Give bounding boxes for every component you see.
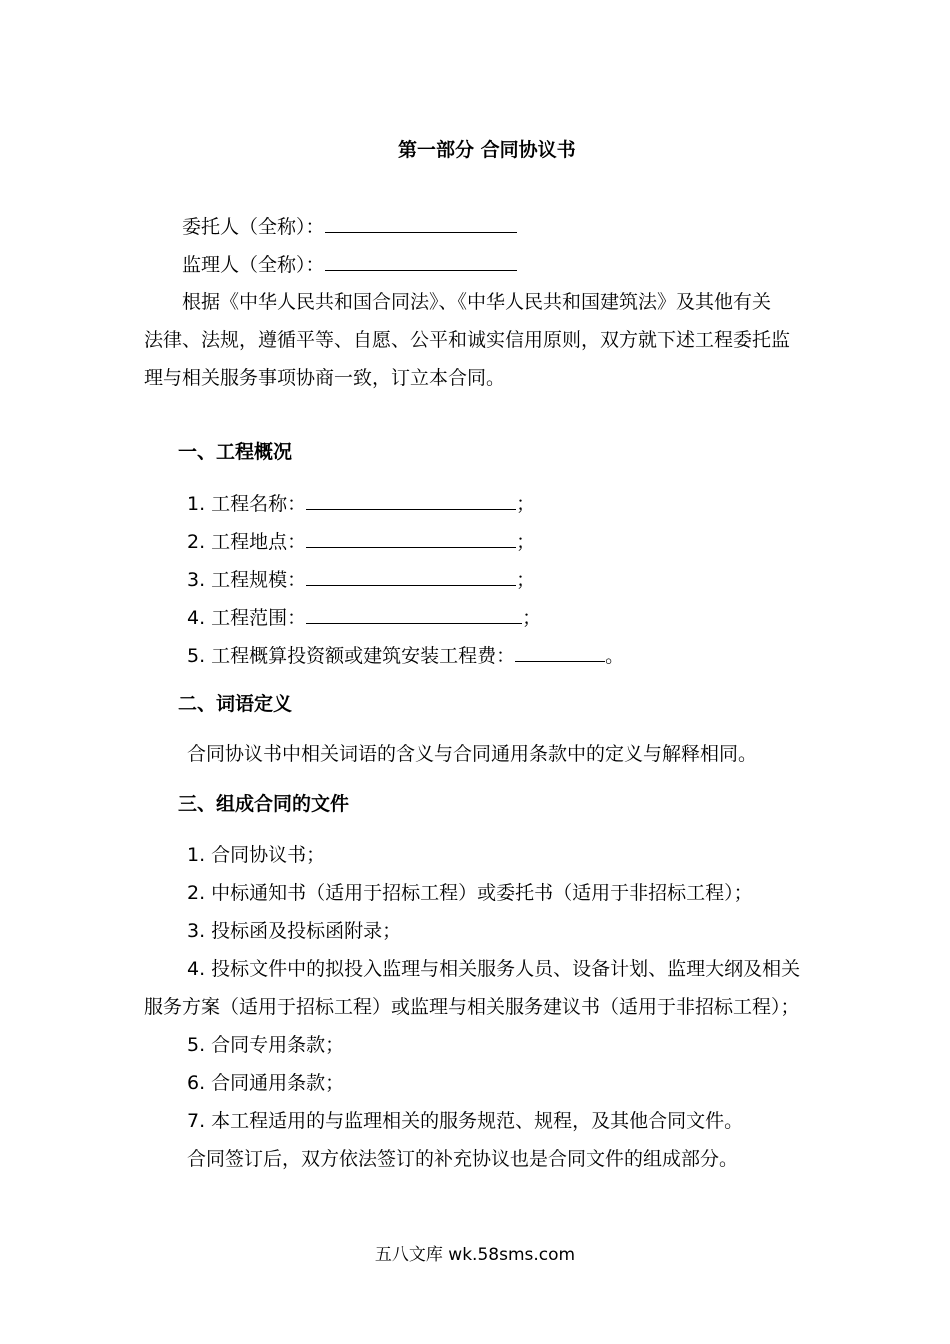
section3-heading: 三、组成合同的文件 — [178, 793, 350, 815]
supervisor-line — [182, 251, 517, 277]
section3-closing: 合同签订后，双方依法签订的补充协议也是合同文件的组成部分。 — [187, 1148, 739, 1170]
list-item — [187, 490, 535, 516]
section2-heading: 二、词语定义 — [178, 693, 293, 715]
intro-line-1: 根据《中华人民共和国合同法》、《中华人民共和国建筑法》及其他有关 — [182, 291, 772, 313]
item-label: 3. 工程规模： — [187, 569, 307, 591]
item-end: 。 — [605, 645, 625, 667]
supervisor-blank — [325, 251, 517, 271]
item-end: ； — [516, 493, 536, 515]
item-label: 5. 工程概算投资额或建筑安装工程费： — [187, 645, 516, 667]
item-blank — [306, 566, 516, 586]
list-item: 4. 投标文件中的拟投入监理与相关服务人员、设备计划、监理大纲及相关 — [187, 958, 801, 980]
item-end: ； — [522, 607, 542, 629]
client-line — [182, 213, 517, 239]
list-item-continuation: 服务方案（适用于招标工程）或监理与相关服务建议书（适用于非招标工程）； — [144, 996, 800, 1018]
footer-watermark: 五八文库 wk.58sms.com — [374, 1245, 576, 1265]
list-item — [187, 642, 624, 668]
intro-line-3: 理与相关服务事项协商一致，订立本合同。 — [144, 367, 506, 389]
list-item: 6. 合同通用条款； — [187, 1072, 345, 1094]
list-item: 1. 合同协议书； — [187, 844, 326, 866]
item-label: 2. 工程地点： — [187, 531, 307, 553]
supervisor-label: 监理人（全称）： — [182, 254, 325, 276]
item-blank — [306, 490, 516, 510]
list-item — [187, 528, 535, 554]
intro-line-2: 法律、法规，遵循平等、自愿、公平和诚实信用原则，双方就下述工程委托监 — [144, 329, 791, 351]
list-item: 7. 本工程适用的与监理相关的服务规范、规程，及其他合同文件。 — [187, 1110, 744, 1132]
item-blank — [515, 642, 605, 662]
list-item: 5. 合同专用条款； — [187, 1034, 345, 1056]
list-item: 2. 中标通知书（适用于招标工程）或委托书（适用于非招标工程）； — [187, 882, 753, 904]
item-label: 1. 工程名称： — [187, 493, 307, 515]
list-item — [187, 566, 535, 592]
list-item — [187, 604, 541, 630]
item-end: ； — [516, 569, 536, 591]
item-blank — [306, 528, 516, 548]
list-item: 3. 投标函及投标函附录； — [187, 920, 402, 942]
item-end: ； — [516, 531, 536, 553]
item-label: 4. 工程范围： — [187, 607, 307, 629]
client-label: 委托人（全称）： — [182, 216, 325, 238]
section2-text: 合同协议书中相关词语的含义与合同通用条款中的定义与解释相同。 — [187, 743, 758, 765]
page-title: 第一部分 合同协议书 — [398, 139, 576, 161]
item-blank — [306, 604, 522, 624]
client-blank — [325, 213, 517, 233]
section1-heading: 一、工程概况 — [178, 441, 293, 463]
